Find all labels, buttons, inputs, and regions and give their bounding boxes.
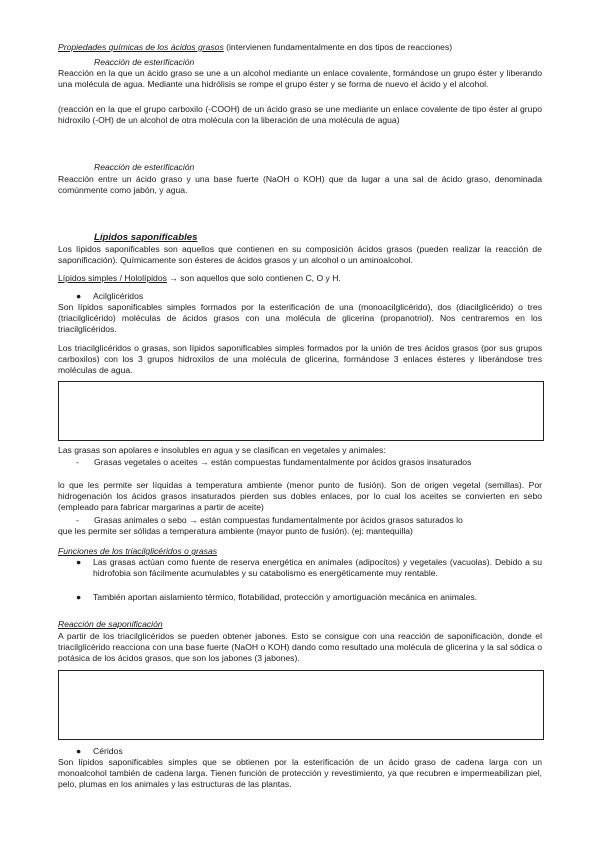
bullet-mark: ● [76, 291, 82, 301]
saponificacion-body: A partir de los triacilglicéridos se pueden obtener jabones. Esto se consigue con una reacción de saponificación, donde el triacilglicérido reacciona con una base fuerte (NaOH o KOH) dando como resultado una molécula de glicerina y la sal sódica o potásica de los ácidos grasos, que son los jabones (3 jabones). [58, 631, 542, 663]
intro-rest: (intervienen fundamentalmente en dos tipos de reacciones) [223, 42, 453, 52]
saponificacion-title: Reacción de saponificación [58, 619, 163, 629]
esterificacion1-body: Reacción en la que un ácido graso se une a un alcohol mediante un enlace covalente, formándose un grupo éster y liberando una molécula de agua. Mediante una hidrólisis se rompe el grupo éster y se forma de nuevo el ácido y el alcohol. [58, 68, 542, 89]
acilgliceridos-label: Acilglicéridos [93, 291, 144, 301]
esterificacion2-title: Reacción de esterificación [94, 162, 195, 172]
bullet-mark: ● [76, 746, 82, 756]
acilgliceridos-body: Son lípidos saponificables simples formados por la esterificación de una (monoacilglicérido), dos (diacilglicérido) o tres (triacilglicérido) moléculas de ácidos grasos con una molécula de glicerina (propanotriol). Nos centraremos en los triacilglicéridos. [58, 302, 542, 334]
lipidos-title: Lípidos saponificables [94, 232, 198, 243]
intro-line [58, 42, 542, 53]
funciones-item-1-text: Las grasas actúan como fuente de reserva energética en animales (adipocitos) y vegetales (vacuolas). Debido a su hidrofobia son fácilmente acumulables y su catabolismo es energéticamente muy rentable. [93, 557, 542, 578]
grasas-animales-cont: que les permite ser sólidas a temperatura ambiente (mayor punto de fusión). (ej: mantequilla) [58, 526, 413, 536]
funciones-title: Funciones de los triacilglicéridos o grasas [58, 546, 218, 556]
esterificacion1-title: Reacción de esterificación [94, 57, 195, 67]
image-placeholder-box [58, 670, 544, 740]
funciones-item-1 [58, 557, 542, 591]
grasas-vegetales: Grasas vegetales o aceites → están compuestas fundamentalmente por ácidos grasos insaturados [94, 457, 472, 467]
esterificacion1-note: (reacción en la que el grupo carboxilo (-COOH) de un ácido graso se une mediante un enlace covalente de tipo éster al grupo hidroxilo (-OH) de un alcohol de otra molécula con la liberación de una molécula de agua) [58, 104, 542, 125]
intro-heading: Propiedades químicas de los ácidos grasos [58, 42, 224, 52]
trigliceridos-body: Los triacilglicéridos o grasas, son lípidos saponificables simples formados por la unión de tres ácidos grasos (por sus grupos carboxilos) con los 3 grupos hidroxilos de una molécula de glicerina, formándose 3 enlaces ésteres y liberándose tres moléculas de agua. [58, 343, 542, 375]
grasas-intro: Las grasas son apolares e insolubles en agua y se clasifican en vegetales y animales: [58, 445, 386, 455]
ceridos-label: Céridos [93, 746, 123, 756]
grasas-animales-item [58, 515, 542, 526]
dash-mark: - [76, 457, 79, 467]
bullet-mark: ● [76, 557, 82, 567]
grasas-vegetales-cont: lo que les permite ser líquidas a temperatura ambiente (menor punto de fusión). Son de origen vegetal (semillas). Por hidrogenación los ácidos grasos insaturados pierden sus dobles enlaces, por lo cual los aceites se convierten en sebo (empleado para fabricar margarinas a partir de aceite) [58, 480, 542, 512]
funciones-item-2 [58, 592, 542, 614]
lipidos-simples-line [58, 273, 542, 284]
ceridos-body: Son lípidos saponificables simples que se obtienen por la esterificación de un ácido graso de cadena larga con un monoalcohol también de cadena larga. Tienen función de protección y revestimiento, ya que recubren e impermeabilizan piel, pelo, plumas en los animales y las estructuras de las plantas. [58, 757, 542, 789]
ceridos-item [58, 746, 542, 757]
acilgliceridos-item [58, 291, 542, 302]
dash-mark: - [76, 515, 79, 525]
esterificacion2-body: Reacción entre un ácido graso y una base fuerte (NaOH o KOH) que da lugar a una sal de ácido graso, denominada comúnmente como jabón, y agua. [58, 174, 542, 195]
bullet-mark: ● [76, 592, 82, 602]
grasas-animales: Grasas animales o sebo → están compuestas fundamentalmente por ácidos grasos saturados lo [94, 515, 463, 525]
lipidos-simples-label: Lípidos simples / Hololípidos [58, 273, 167, 283]
image-placeholder-box [58, 381, 544, 441]
funciones-item-2-text: También aportan aislamiento térmico, flotabilidad, protección y amortiguación mecánica en animales. [93, 592, 478, 602]
lipidos-simples-rest: → son aquellos que solo contienen C, O y H. [166, 273, 341, 283]
lipidos-intro: Los lípidos saponificables son aquellos que contienen en su composición ácidos grasos (pueden realizar la reacción de saponificación). Químicamente son ésteres de ácidos grasos y un alcohol o un aminoalcohol. [58, 244, 542, 265]
grasas-vegetales-item [58, 457, 542, 479]
